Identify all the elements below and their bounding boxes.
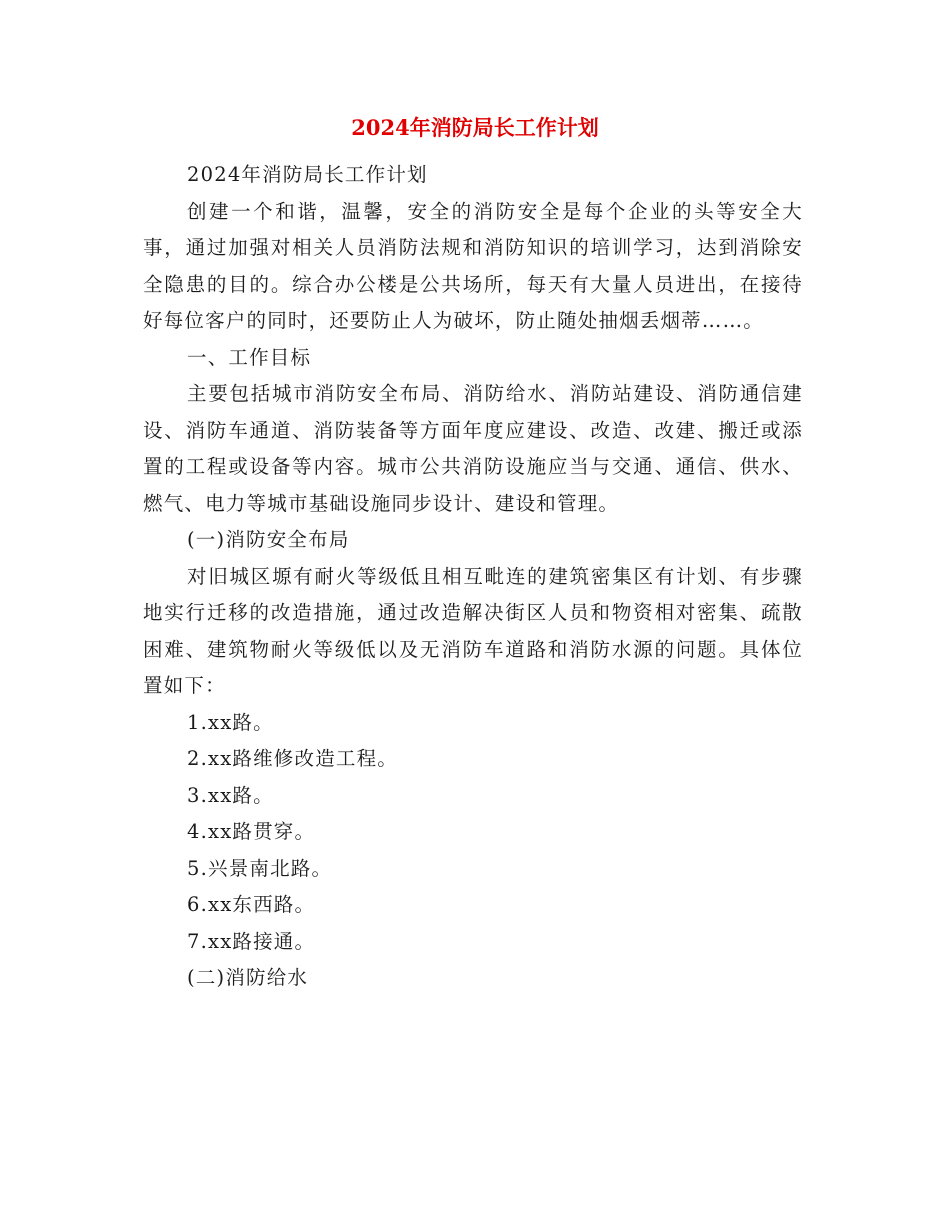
- list-item: 1.xx路。: [187, 710, 274, 734]
- sub1-heading: (一)消防安全布局: [187, 528, 350, 551]
- list-item: 7.xx路接通。: [187, 929, 316, 953]
- subtitle-paragraph: 2024年消防局长工作计划: [187, 163, 428, 186]
- sub2-heading: (二)消防给水: [187, 966, 309, 989]
- list-item: 5.兴景南北路。: [187, 856, 333, 880]
- intro-paragraph: 创建一个和谐，温馨，安全的消防安全是每个企业的头等安全大事，通过加强对相关人员消防法规和消防知识的培训学习，达到消除安全隐患的目的。综合办公楼是公共场所，每天有大量人员进出，在接待好每位客户的同时，还要防止人为破坏，防止随处抽烟丢烟蒂……。: [143, 199, 803, 332]
- document-body: [143, 157, 803, 997]
- list-item: 4.xx路贯穿。: [187, 820, 316, 843]
- list-item: 2.xx路维修改造工程。: [187, 747, 398, 770]
- section1-body: 主要包括城市消防安全布局、消防给水、消防站建设、消防通信建设、消防车通道、消防装备等方面年度应建设、改造、改建、搬迁或添置的工程或设备等内容。城市公共消防设施应当与交通、通信、供水、燃气、电力等城市基础设施同步设计、建设和管理。: [143, 382, 803, 515]
- list-item: 6.xx东西路。: [187, 893, 316, 916]
- sub1-body: 对旧城区塬有耐火等级低且相互毗连的建筑密集区有计划、有步骤地实行迁移的改造措施，通过改造解决街区人员和物资相对密集、疏散困难、建筑物耐火等级低以及无消防车道路和消防水源的问题。具体位置如下：: [143, 564, 803, 697]
- section1-heading: 一、工作目标: [187, 345, 312, 369]
- list-item: 3.xx路。: [187, 783, 274, 807]
- document-title: 2024年消防局长工作计划: [351, 115, 599, 140]
